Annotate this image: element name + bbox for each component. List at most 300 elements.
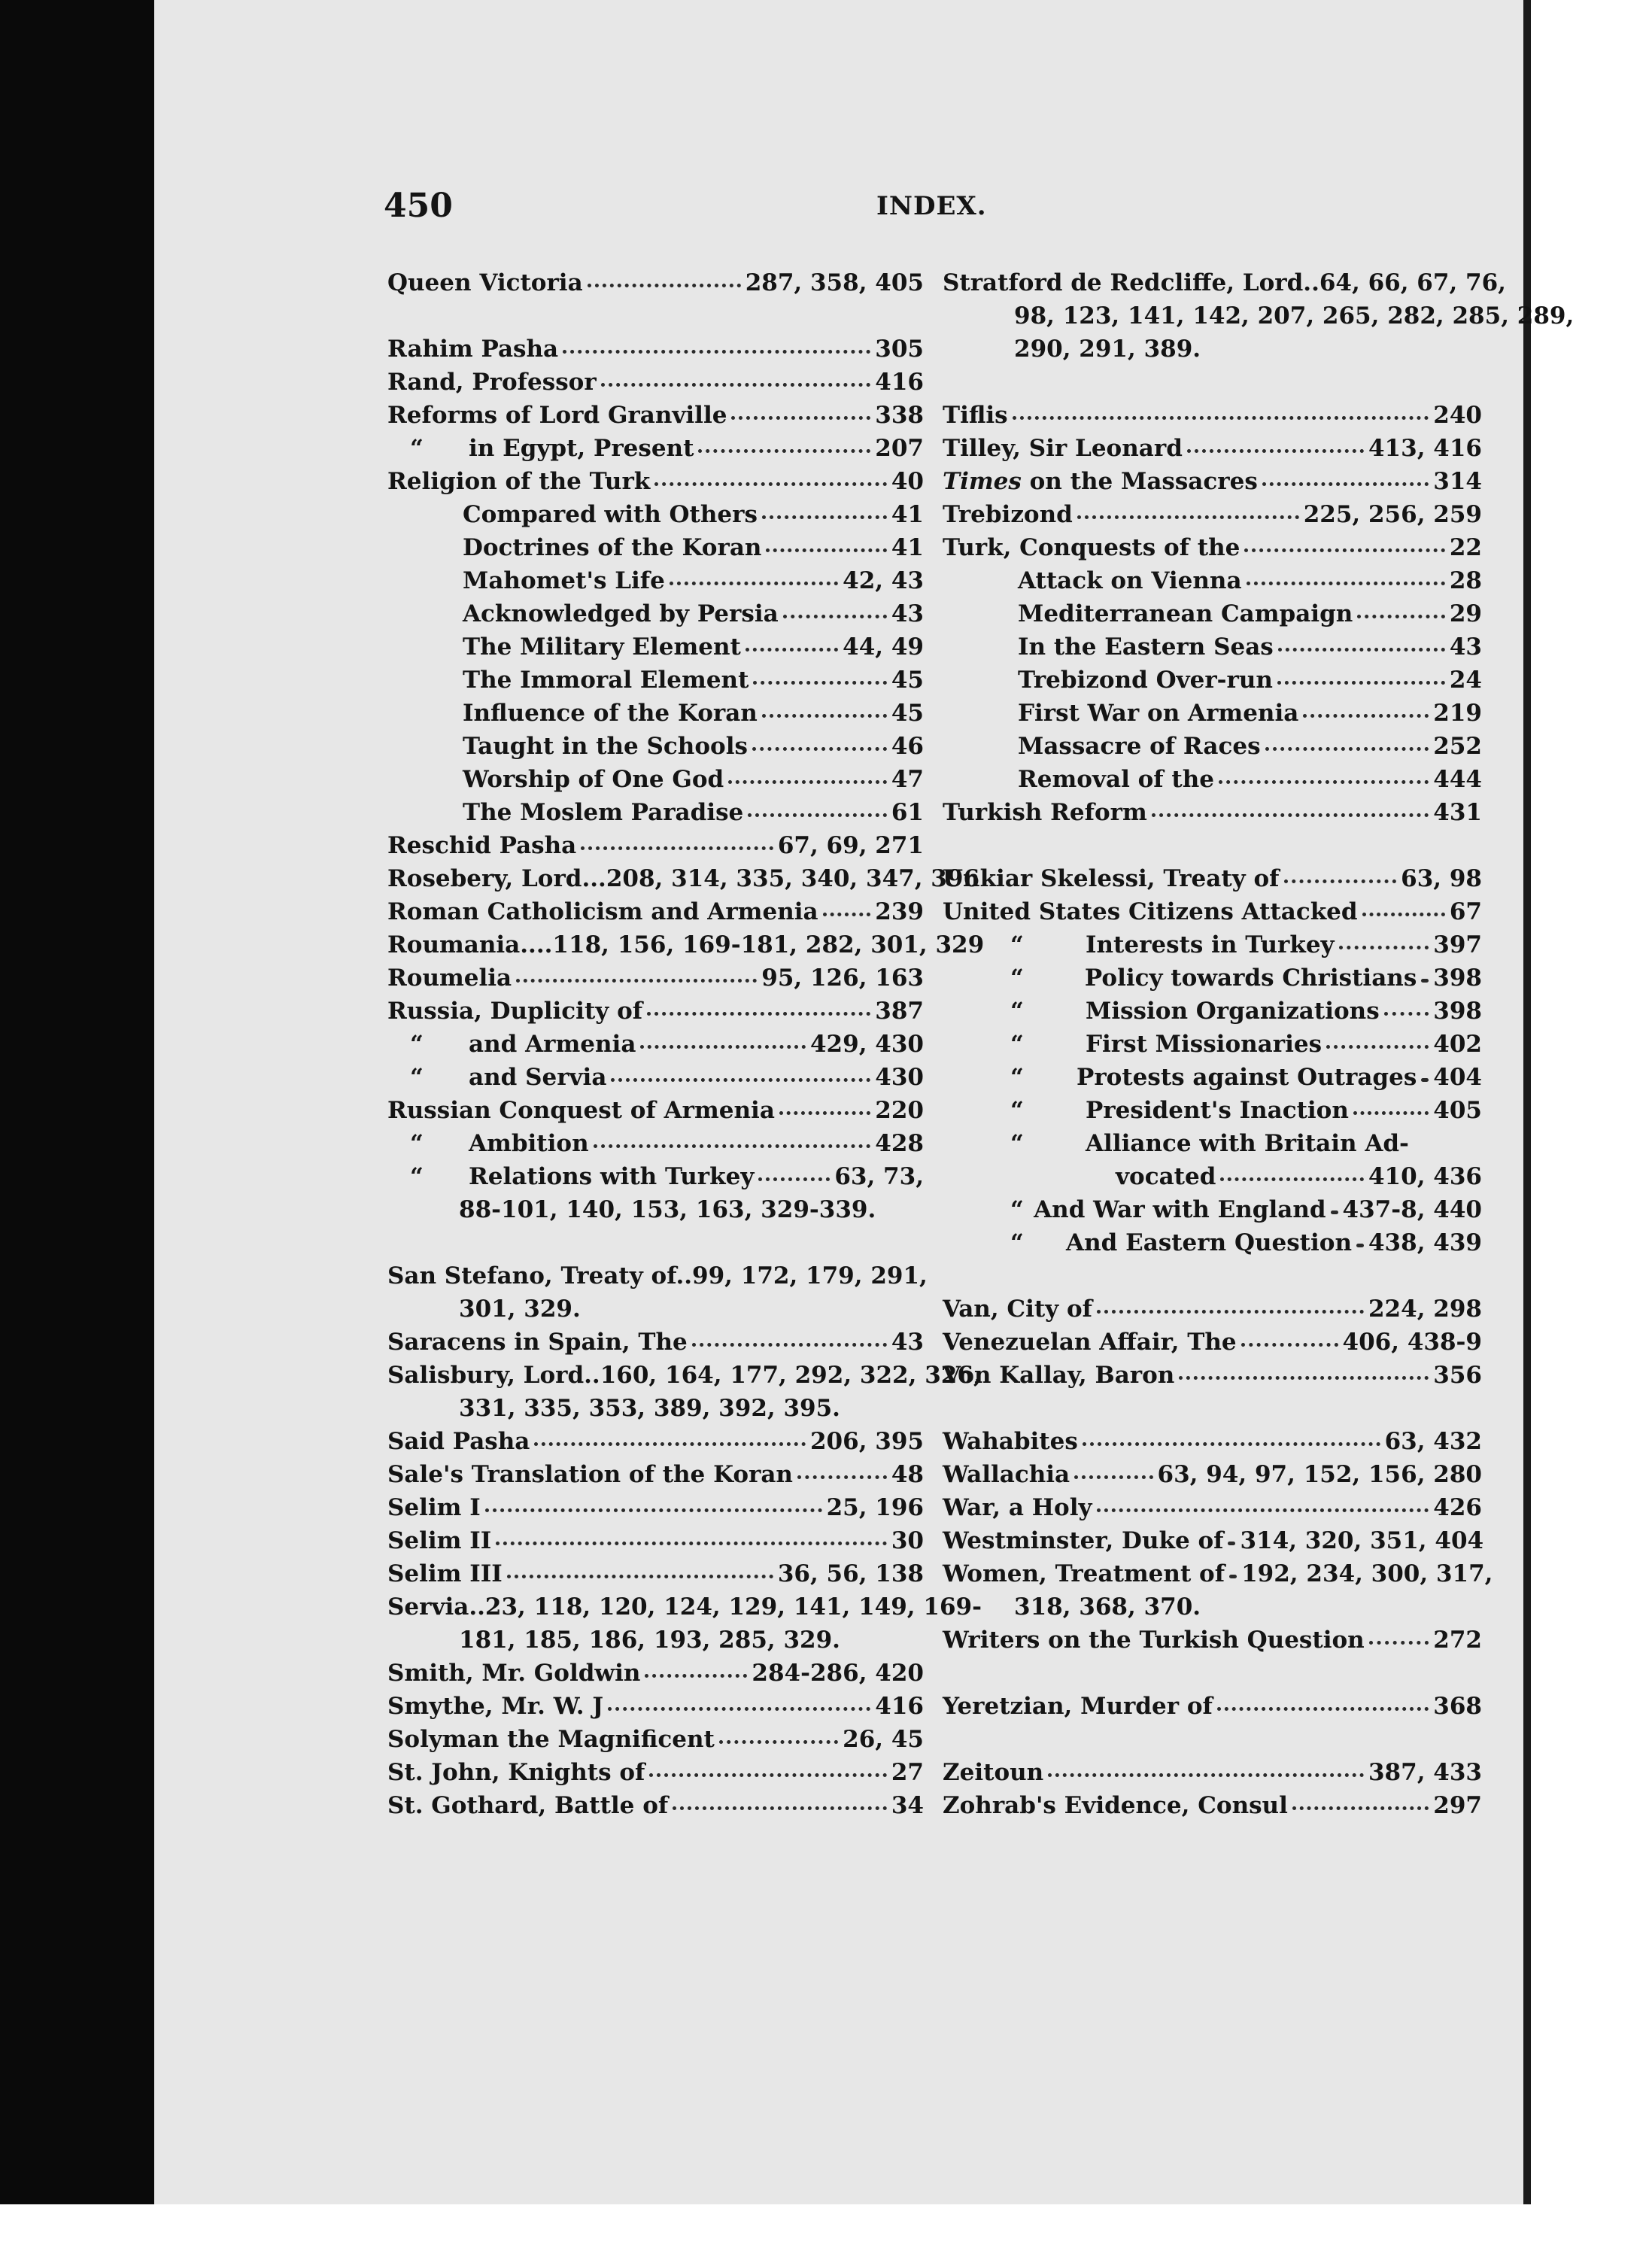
entry-label: Massacre of Races <box>1018 733 1261 760</box>
scan-border-bottom <box>0 2204 1652 2257</box>
index-entry <box>943 1693 1482 1726</box>
leader-dots <box>692 1328 887 1347</box>
entry-pages: 42, 43 <box>843 567 924 594</box>
index-entry <box>943 766 1482 799</box>
leader-dots <box>1074 1460 1152 1479</box>
entry-label: Said Pasha <box>387 1428 530 1455</box>
index-entry <box>943 1461 1482 1494</box>
entry-pages: 36, 56, 138 <box>777 1560 924 1587</box>
entry-spacer <box>943 369 1482 402</box>
index-entry <box>387 1362 982 1395</box>
entry-label: Removal of the <box>1018 766 1215 793</box>
entry-label: Roman Catholicism and Armenia <box>387 898 818 925</box>
leader-dots <box>753 666 886 685</box>
entry-spacer <box>387 1229 924 1262</box>
leader-dots <box>1265 732 1429 751</box>
entry-label: San Stefano, Treaty of..99, 172, 179, 291, <box>387 1262 928 1289</box>
entry-label: Reforms of Lord Granville <box>387 402 727 429</box>
leader-dots <box>645 1659 747 1678</box>
ditto-mark: “ <box>1010 1097 1024 1124</box>
index-entry <box>943 1196 1482 1229</box>
index-entry <box>387 964 924 998</box>
index-entry <box>943 501 1482 534</box>
index-entry <box>387 1097 924 1130</box>
entry-label: 290, 291, 389. <box>1014 336 1201 363</box>
index-entry <box>387 1296 924 1329</box>
entry-label: The Moslem Paradise <box>463 799 744 826</box>
ditto-mark: “ <box>1010 998 1024 1025</box>
entry-label: Relations with Turkey <box>469 1163 755 1190</box>
index-entry <box>943 435 1482 468</box>
entry-pages: 219 <box>1433 700 1482 727</box>
entry-label: President's Inaction <box>1086 1097 1349 1124</box>
entry-label: And War with England <box>1034 1196 1326 1223</box>
entry-pages: 368 <box>1433 1693 1482 1720</box>
entry-label: Turk, Conquests of the <box>943 534 1241 561</box>
entry-label: Rahim Pasha <box>387 336 559 363</box>
leader-dots <box>1369 1626 1429 1645</box>
index-entry <box>943 1229 1482 1262</box>
entry-label: 181, 185, 186, 193, 285, 329. <box>459 1627 840 1654</box>
leader-dots <box>752 732 887 751</box>
entry-label: Solyman the Magnificent <box>387 1726 715 1753</box>
index-entry <box>387 269 924 302</box>
index-entry <box>943 998 1482 1031</box>
index-entry <box>387 799 924 832</box>
index-entry <box>387 1395 924 1428</box>
entry-pages: 406, 438-9 <box>1342 1329 1482 1356</box>
leader-dots <box>601 368 871 387</box>
index-entry <box>943 1494 1482 1527</box>
index-entry <box>387 1759 924 1792</box>
leader-dots <box>1284 864 1397 883</box>
entry-pages: 26, 45 <box>843 1726 924 1753</box>
entry-pages: 402 <box>1433 1031 1482 1058</box>
entry-label: The Immoral Element <box>463 667 749 694</box>
entry-pages: 410, 436 <box>1368 1163 1482 1190</box>
index-entry <box>943 336 1482 369</box>
index-entry <box>943 1329 1482 1362</box>
entry-label: and Armenia <box>469 1031 636 1058</box>
entry-pages: 437-8, 440 <box>1342 1196 1482 1223</box>
entry-pages: 63, 432 <box>1384 1428 1482 1455</box>
index-entry <box>943 302 1575 336</box>
leader-dots <box>608 1692 870 1711</box>
index-entry <box>943 1428 1482 1461</box>
entry-label: Zohrab's Evidence, Consul <box>943 1792 1288 1819</box>
index-entry <box>943 468 1482 501</box>
index-entry <box>943 1759 1482 1792</box>
entry-label: 301, 329. <box>459 1296 581 1323</box>
entry-pages: 30 <box>891 1527 924 1554</box>
ditto-mark: “ <box>1010 931 1024 958</box>
index-entry <box>387 501 924 534</box>
index-entry <box>387 667 924 700</box>
index-entry <box>943 964 1482 998</box>
leader-dots <box>797 1460 887 1479</box>
entry-pages: 305 <box>875 336 924 363</box>
index-entry <box>943 1097 1482 1130</box>
index-entry <box>387 1196 924 1229</box>
entry-label: Tiflis <box>943 402 1008 429</box>
leader-dots <box>1357 600 1445 618</box>
index-entry <box>387 766 924 799</box>
entry-label: Sale's Translation of the Koran <box>387 1461 793 1488</box>
leader-dots <box>1152 798 1429 817</box>
entry-pages: 398 <box>1433 964 1482 992</box>
leader-dots <box>1421 1063 1429 1082</box>
index-entry <box>387 931 985 964</box>
entry-label: Roumania....118, 156, 169-181, 282, 301, 329 <box>387 931 985 958</box>
entry-label: Russia, Duplicity of <box>387 998 643 1025</box>
index-entry <box>943 269 1506 302</box>
index-entry <box>387 633 924 667</box>
leader-dots <box>611 1063 870 1082</box>
entry-label: Times on the Massacres <box>943 468 1258 495</box>
entry-label: Unkiar Skelessi, Treaty of <box>943 865 1280 892</box>
entry-label: Zeitoun <box>943 1759 1044 1786</box>
entry-pages: 239 <box>875 898 924 925</box>
entry-pages: 240 <box>1433 402 1482 429</box>
entry-pages: 429, 430 <box>809 1031 924 1058</box>
leader-dots <box>1241 1328 1338 1347</box>
index-entry <box>387 1494 924 1527</box>
entry-pages: 192, 234, 300, 317, <box>1241 1560 1493 1587</box>
index-entry <box>387 1064 924 1097</box>
entry-pages: 430 <box>875 1064 924 1091</box>
entry-label: 318, 368, 370. <box>1014 1593 1201 1621</box>
leader-dots <box>766 533 886 552</box>
leader-dots <box>1362 898 1445 916</box>
leader-dots <box>1247 567 1445 585</box>
leader-dots <box>1048 1758 1364 1777</box>
index-entry <box>943 1296 1482 1329</box>
entry-label: Salisbury, Lord..160, 164, 177, 292, 322, 326, <box>387 1362 982 1389</box>
entry-label: 331, 335, 353, 389, 392, 395. <box>459 1395 840 1422</box>
entry-pages: 45 <box>891 667 924 694</box>
entry-label: United States Citizens Attacked <box>943 898 1358 925</box>
entry-pages: 356 <box>1433 1362 1482 1389</box>
leader-dots <box>563 335 870 354</box>
index-entry <box>387 1461 924 1494</box>
leader-dots <box>1277 666 1445 685</box>
entry-pages: 44, 49 <box>843 633 924 661</box>
entry-label: Interests in Turkey <box>1086 931 1335 958</box>
leader-dots <box>762 699 887 718</box>
entry-label: Mediterranean Campaign <box>1018 600 1353 627</box>
entry-spacer <box>943 832 1482 865</box>
entry-label: Reschid Pasha <box>387 832 577 859</box>
entry-pages: 24 <box>1449 667 1482 694</box>
entry-label: The Military Element <box>463 633 741 661</box>
entry-label: Writers on the Turkish Question <box>943 1627 1365 1654</box>
leader-dots <box>748 798 887 817</box>
leader-dots <box>588 269 741 287</box>
entry-pages: 431 <box>1433 799 1482 826</box>
index-entry <box>387 468 924 501</box>
index-entry <box>387 1560 924 1593</box>
index-entry <box>387 1660 924 1693</box>
index-entry <box>387 402 924 435</box>
leader-dots <box>779 1096 870 1115</box>
leader-dots <box>1303 699 1429 718</box>
index-entry <box>943 1130 1482 1163</box>
entry-pages: 29 <box>1449 600 1482 627</box>
index-entry <box>387 1693 924 1726</box>
entry-label: Wallachia <box>943 1461 1070 1488</box>
index-entry <box>387 600 924 633</box>
index-entry <box>943 600 1482 633</box>
leader-dots <box>534 1427 806 1446</box>
leader-dots <box>649 1758 887 1777</box>
entry-label: Influence of the Koran <box>463 700 758 727</box>
scan-border-left <box>0 0 154 2257</box>
entry-spacer <box>943 1262 1482 1296</box>
entry-label: First Missionaries <box>1086 1031 1323 1058</box>
entry-pages: 426 <box>1433 1494 1482 1521</box>
entry-label: Rosebery, Lord...208, 314, 335, 340, 347, 396 <box>387 865 980 892</box>
page-number: 450 <box>384 187 453 225</box>
leader-dots <box>1217 1692 1429 1711</box>
entry-pages: 398 <box>1433 998 1482 1025</box>
index-entry <box>387 832 924 865</box>
index-entry <box>943 865 1482 898</box>
entry-label: Policy towards Christians <box>1084 964 1417 992</box>
leader-dots <box>728 765 887 784</box>
index-entry <box>943 700 1482 733</box>
leader-dots <box>698 434 870 453</box>
entry-spacer <box>387 302 924 336</box>
entry-label: Wahabites <box>943 1428 1078 1455</box>
leader-dots <box>1219 765 1429 784</box>
leader-dots <box>1229 1560 1237 1578</box>
entry-pages: 46 <box>891 733 924 760</box>
ditto-mark: “ <box>1010 1196 1024 1223</box>
entry-label: Trebizond <box>943 501 1073 528</box>
index-entry <box>943 1527 1482 1560</box>
entry-pages: 48 <box>891 1461 924 1488</box>
entry-label: Smythe, Mr. W. J <box>387 1693 603 1720</box>
leader-dots <box>1228 1526 1235 1545</box>
entry-label: Taught in the Schools <box>463 733 748 760</box>
entry-label: Servia..23, 118, 120, 124, 129, 141, 149, 169- <box>387 1593 982 1621</box>
index-entry <box>387 1428 924 1461</box>
entry-pages: 287, 358, 405 <box>745 269 924 296</box>
index-entry <box>943 733 1482 766</box>
leader-dots <box>670 567 838 585</box>
index-entry <box>387 1031 924 1064</box>
index-entry <box>943 534 1482 567</box>
entry-pages: 45 <box>891 700 924 727</box>
ditto-mark: “ <box>1010 964 1024 992</box>
leader-dots <box>1083 1427 1380 1446</box>
leader-dots <box>1179 1361 1429 1380</box>
ditto-mark: “ <box>410 1031 424 1058</box>
entry-pages: 61 <box>891 799 924 826</box>
index-entry <box>943 931 1482 964</box>
entry-pages: 405 <box>1433 1097 1482 1124</box>
entry-pages: 40 <box>891 468 924 495</box>
leader-dots <box>594 1129 871 1148</box>
index-entry <box>943 567 1482 600</box>
entry-pages: 224, 298 <box>1368 1296 1482 1323</box>
leader-dots <box>1262 467 1429 486</box>
entry-label: Stratford de Redcliffe, Lord..64, 66, 67, 76, <box>943 269 1506 296</box>
entry-pages: 27 <box>891 1759 924 1786</box>
leader-dots <box>1421 964 1429 983</box>
leader-dots <box>758 1162 830 1181</box>
entry-pages: 413, 416 <box>1368 435 1482 462</box>
entry-label: and Servia <box>469 1064 607 1091</box>
entry-label: vocated <box>1116 1163 1216 1190</box>
entry-label: Venezuelan Affair, The <box>943 1329 1237 1356</box>
index-entry <box>943 1593 1482 1627</box>
leader-dots <box>1097 1493 1429 1512</box>
leader-dots <box>719 1725 838 1744</box>
index-entry <box>387 865 980 898</box>
index-entry <box>387 336 924 369</box>
ditto-mark: “ <box>410 1163 424 1190</box>
leader-dots <box>1097 1295 1364 1314</box>
entry-pages: 314, 320, 351, 404 <box>1240 1527 1484 1554</box>
entry-label: Russian Conquest of Armenia <box>387 1097 775 1124</box>
leader-dots <box>783 600 887 618</box>
entry-pages: 416 <box>875 1693 924 1720</box>
index-entry <box>943 898 1482 931</box>
entry-pages: 416 <box>875 369 924 396</box>
index-entry <box>387 998 924 1031</box>
leader-dots <box>1187 434 1364 453</box>
entry-pages: 225, 256, 259 <box>1303 501 1482 528</box>
leader-dots <box>746 633 838 652</box>
leader-dots <box>485 1493 822 1512</box>
index-entry <box>943 633 1482 667</box>
entry-label: Doctrines of the Koran <box>463 534 762 561</box>
entry-label: Von Kallay, Baron <box>943 1362 1175 1389</box>
ditto-mark: “ <box>410 1064 424 1091</box>
entry-label: Religion of the Turk <box>387 468 651 495</box>
leader-dots <box>496 1526 887 1545</box>
entry-pages: 63, 73, <box>834 1163 924 1190</box>
leader-dots <box>654 467 887 486</box>
index-entry <box>387 567 924 600</box>
entry-label: Mission Organizations <box>1086 998 1380 1025</box>
entry-pages: 397 <box>1433 931 1482 958</box>
entry-pages: 297 <box>1433 1792 1482 1819</box>
index-entry <box>387 1792 924 1825</box>
index-entry <box>387 898 924 931</box>
page-edge-right <box>1523 0 1531 2204</box>
index-entry <box>943 667 1482 700</box>
entry-label: 98, 123, 141, 142, 207, 265, 282, 285, 289, <box>1014 302 1575 330</box>
index-entry <box>387 1593 982 1627</box>
entry-pages: 206, 395 <box>809 1428 924 1455</box>
entry-label: Acknowledged by Persia <box>463 600 779 627</box>
leader-dots <box>647 997 870 1016</box>
entry-pages: 387 <box>875 998 924 1025</box>
leader-dots <box>1326 1030 1429 1049</box>
entry-pages: 43 <box>1449 633 1482 661</box>
entry-pages: 272 <box>1433 1627 1482 1654</box>
entry-pages: 63, 98 <box>1401 865 1482 892</box>
entry-pages: 444 <box>1433 766 1482 793</box>
entry-label: And Eastern Question <box>1066 1229 1352 1256</box>
index-entry <box>943 1163 1482 1196</box>
entry-label: War, a Holy <box>943 1494 1092 1521</box>
ditto-mark: “ <box>1010 1130 1024 1157</box>
entry-label: Protests against Outrages <box>1077 1064 1417 1091</box>
entry-pages: 41 <box>891 501 924 528</box>
entry-label: Queen Victoria <box>387 269 583 296</box>
index-entry <box>387 534 924 567</box>
entry-spacer <box>943 1726 1482 1759</box>
entry-pages: 67 <box>1449 898 1482 925</box>
leader-dots <box>581 831 773 850</box>
index-entry <box>387 1527 924 1560</box>
entry-pages: 43 <box>891 600 924 627</box>
entry-pages: 387, 433 <box>1368 1759 1482 1786</box>
entry-label: Mahomet's Life <box>463 567 665 594</box>
entry-label: 88-101, 140, 153, 163, 329-339. <box>459 1196 876 1223</box>
index-entry <box>943 1031 1482 1064</box>
entry-label: Compared with Others <box>463 501 758 528</box>
entry-label: Selim II <box>387 1527 492 1554</box>
entry-pages: 63, 94, 97, 152, 156, 280 <box>1157 1461 1482 1488</box>
entry-spacer <box>943 1660 1482 1693</box>
index-entry <box>387 1627 924 1660</box>
leader-dots <box>1353 1096 1429 1115</box>
leader-dots <box>1384 997 1429 1016</box>
index-entry <box>943 799 1482 832</box>
leader-dots <box>731 401 870 420</box>
entry-pages: 47 <box>891 766 924 793</box>
entry-pages: 404 <box>1433 1064 1482 1091</box>
ditto-mark: “ <box>1010 1064 1024 1091</box>
entry-label: Trebizond Over-run <box>1018 667 1273 694</box>
leader-dots <box>640 1030 806 1049</box>
entry-label: Selim III <box>387 1560 503 1587</box>
index-entry <box>943 402 1482 435</box>
leader-dots <box>1356 1229 1364 1247</box>
entry-pages: 95, 126, 163 <box>761 964 924 992</box>
entry-pages: 284-286, 420 <box>752 1660 924 1687</box>
ditto-mark: “ <box>410 435 424 462</box>
entry-pages: 252 <box>1433 733 1482 760</box>
entry-pages: 438, 439 <box>1368 1229 1482 1256</box>
leader-dots <box>1013 401 1429 420</box>
entry-label: Alliance with Britain Ad- <box>1086 1130 1409 1157</box>
ditto-mark: “ <box>1010 1229 1024 1256</box>
index-entry <box>387 1163 924 1196</box>
index-entry <box>943 1627 1482 1660</box>
leader-dots <box>1077 500 1299 519</box>
entry-pages: 43 <box>891 1329 924 1356</box>
entry-pages: 41 <box>891 534 924 561</box>
entry-spacer <box>943 1395 1482 1428</box>
entry-label: St. John, Knights of <box>387 1759 645 1786</box>
index-entry <box>387 1329 924 1362</box>
entry-pages: 22 <box>1449 534 1482 561</box>
entry-label: Women, Treatment of <box>943 1560 1225 1587</box>
entry-label: Saracens in Spain, The <box>387 1329 688 1356</box>
entry-label: Worship of One God <box>463 766 724 793</box>
entry-label: Turkish Reform <box>943 799 1147 826</box>
entry-label: First War on Armenia <box>1018 700 1299 727</box>
entry-label: Rand, Professor <box>387 369 597 396</box>
index-entry <box>387 733 924 766</box>
entry-label: Westminster, Duke of <box>943 1527 1224 1554</box>
entry-label: St. Gothard, Battle of <box>387 1792 669 1819</box>
